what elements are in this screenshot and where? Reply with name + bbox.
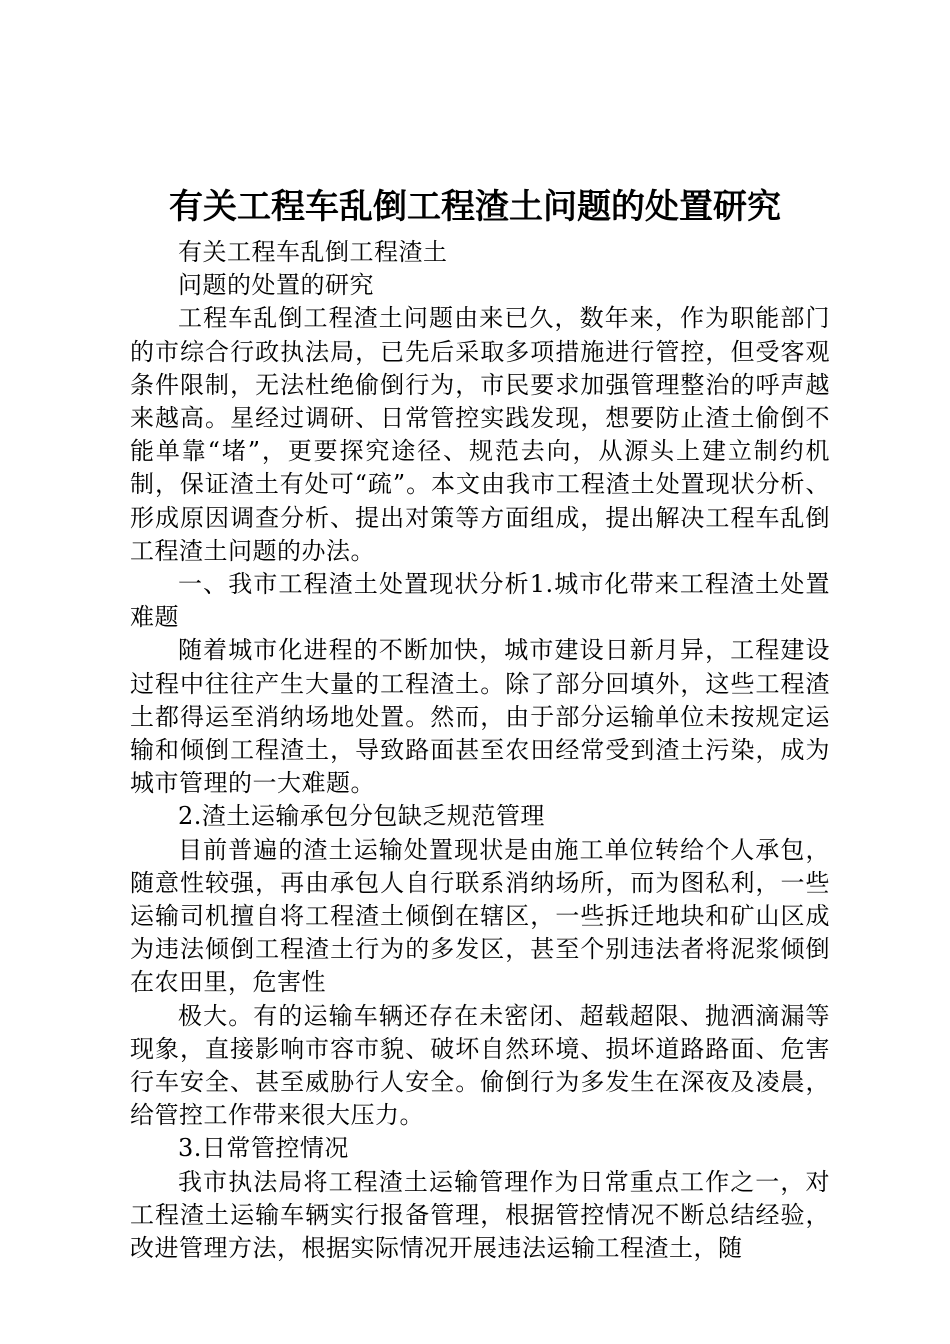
paragraph-hazards: 极大。有的运输车辆还存在未密闭、超载超限、抛洒滴漏等现象，直接影响市容市貌、破坏自然环境、损坏道路路面、危害行车安全、甚至威胁行人安全。偷倒行为多发生在深夜及凌晨，给管控工作带来很大压力。 [130, 1001, 830, 1130]
subtitle-line-1: 有关工程车乱倒工程渣土 [178, 238, 448, 266]
document-title: 有关工程车乱倒工程渣土问题的处置研究 [169, 187, 781, 227]
paragraph-intro: 工程车乱倒工程渣土问题由来已久，数年来，作为职能部门的市综合行政执法局，已先后采取多项措施进行管控，但受客观条件限制，无法杜绝偷倒行为，市民要求加强管理整治的呼声越来越高。星经过调研、日常管控实践发现，想要防止渣土偷倒不能单靠“堵”，更要探究途径、规范去向，从源头上建立制约机制，保证渣土有处可“疏”。本文由我市工程渣土处置现状分析、形成原因调查分析、提出对策等方面组成，提出解决工程车乱倒工程渣土问题的办法。 [130, 304, 830, 565]
section-heading-2: 2.渣土运输承包分包缺乏规范管理 [178, 802, 545, 831]
section-heading-1: 一、我市工程渣土处置现状分析1.城市化带来工程渣土处置难题 [130, 570, 830, 632]
document-body [130, 236, 830, 1265]
paragraph-management: 我市执法局将工程渣土运输管理作为日常重点工作之一，对工程渣土运输车辆实行报备管理，根据管控情况不断总结经验，改进管理方法，根据实际情况开展违法运输工程渣土，随 [130, 1167, 830, 1263]
subtitle-line-2: 问题的处置的研究 [178, 271, 374, 300]
section-heading-3: 3.日常管控情况 [178, 1134, 349, 1163]
paragraph-urbanization: 随着城市化进程的不断加快，城市建设日新月异，工程建设过程中往往产生大量的工程渣土。除了部分回填外，这些工程渣土都得运至消纳场地处置。然而，由于部分运输单位未按规定运输和倾倒工程渣土，导致路面甚至农田经常受到渣土污染，成为城市管理的一大难题。 [130, 636, 830, 798]
paragraph-contracting: 目前普遍的渣土运输处置现状是由施工单位转给个人承包，随意性较强，再由承包人自行联系消纳场所，而为图私利，一些运输司机擅自将工程渣土倾倒在辖区，一些拆迁地块和矿山区成为违法倾倒工程渣土行为的多发区，甚至个别违法者将泥浆倾倒在农田里，危害性 [130, 835, 830, 997]
